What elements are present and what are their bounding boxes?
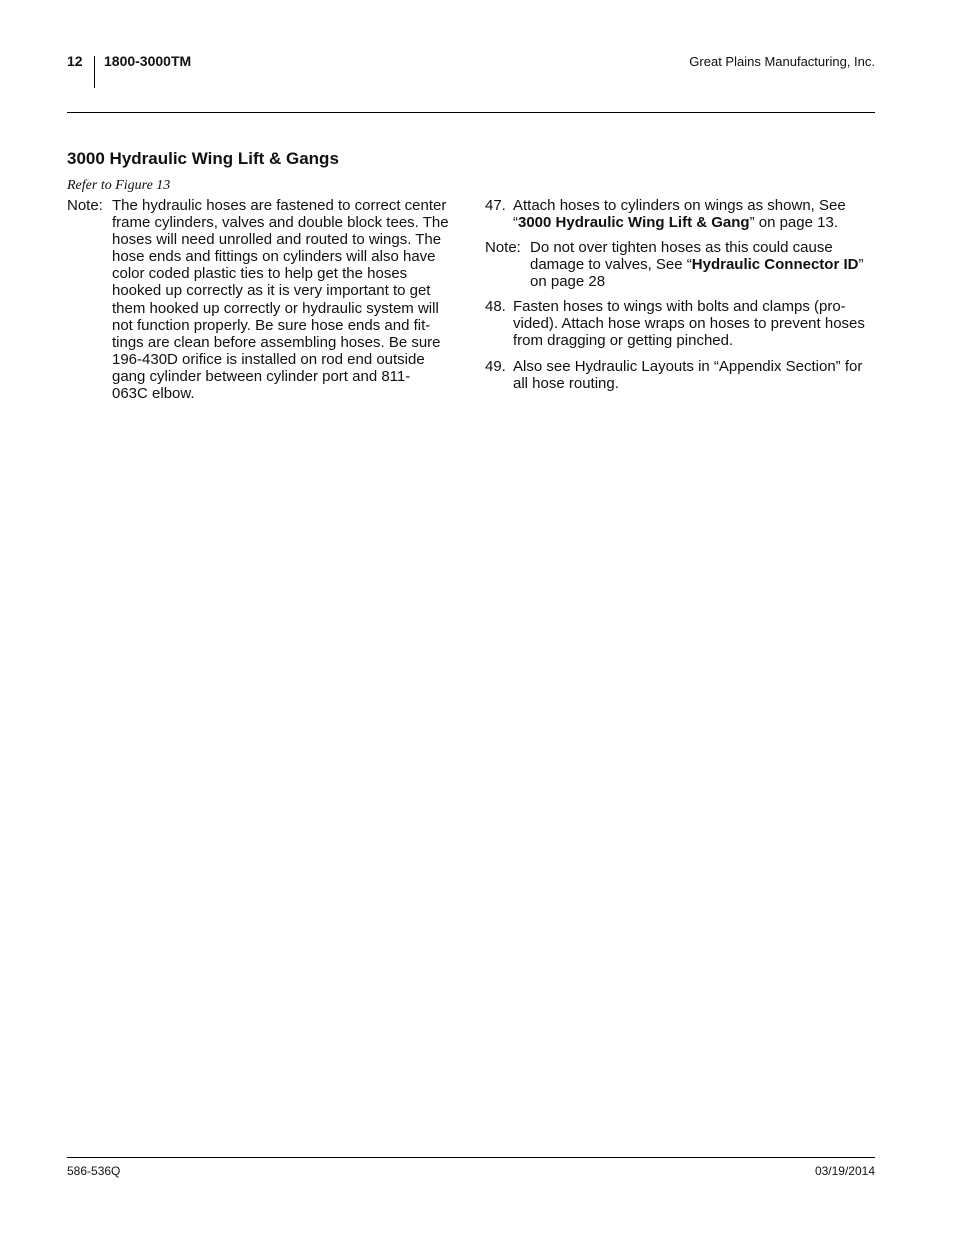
quote-mark: ” [858, 256, 864, 274]
note-label: Note: [67, 197, 103, 214]
step-line: vided). Attach hose wraps on hoses to prevent hoses [513, 315, 865, 333]
step-line [513, 214, 875, 231]
note-line: Do not over tighten hoses as this could cause [530, 239, 833, 256]
document-id: 1800-3000TM [104, 53, 192, 69]
note-line: hoses will need unrolled and routed to wings. The [112, 231, 442, 249]
revision-date: 03/19/2014 [814, 1164, 875, 1178]
note-line: 063C elbow. [112, 385, 195, 403]
note-text [112, 197, 459, 402]
step-line: Also see Hydraulic Layouts in “Appendix Section” for [513, 358, 863, 375]
section-title: 3000 Hydraulic Wing Lift & Gangs [67, 149, 339, 168]
part-number: 586-536Q [67, 1164, 121, 1178]
note-label: Note: [485, 239, 521, 256]
step-number: 48. [485, 298, 506, 315]
note-text [530, 239, 875, 290]
note-line: color coded plastic ties to help get the hoses [112, 265, 408, 283]
company-name: Great Plains Manufacturing, Inc. [689, 54, 875, 69]
note-line: hooked up correctly as it is very important to get [112, 282, 431, 300]
note-line: frame cylinders, valves and double block tees. The [112, 214, 449, 232]
cross-reference-link[interactable]: Hydraulic Connector ID [691, 256, 859, 274]
step-number: 47. [485, 197, 506, 214]
step-line: all hose routing. [513, 375, 619, 393]
note-line: tings are clean before assembling hoses. Be sure [112, 333, 441, 351]
step-line: from dragging or getting pinched. [513, 332, 734, 350]
page-reference: ” on page 13. [749, 214, 838, 232]
step-number: 49. [485, 358, 506, 375]
note-line: The hydraulic hoses are fastened to correct center [112, 197, 447, 214]
note-line: gang cylinder between cylinder port and 811- [112, 367, 411, 385]
note-line: 196-430D orifice is installed on rod end outside [112, 350, 425, 368]
step-text [513, 298, 875, 349]
cross-reference-link[interactable]: 3000 Hydraulic Wing Lift & Gang [518, 214, 750, 232]
step-text [513, 197, 875, 231]
figure-reference: Refer to Figure 13 [67, 178, 171, 193]
page-number: 12 [67, 53, 83, 69]
header-rule [67, 112, 875, 113]
note-fragment: damage to valves, See “ [530, 256, 692, 274]
quote-mark: “ [513, 214, 518, 232]
step-text [513, 358, 875, 392]
header-divider [94, 56, 95, 88]
note-line: hose ends and fittings on cylinders will also have [112, 248, 436, 266]
step-line: Fasten hoses to wings with bolts and clamps (pro- [513, 298, 846, 315]
step-line: Attach hoses to cylinders on wings as shown, See [513, 197, 846, 214]
footer-rule [67, 1157, 875, 1158]
note-line: not function properly. Be sure hose ends and fit- [112, 316, 431, 334]
note-line [530, 256, 875, 273]
note-line: them hooked up correctly or hydraulic system will [112, 299, 439, 317]
page-reference: on page 28 [530, 273, 606, 291]
